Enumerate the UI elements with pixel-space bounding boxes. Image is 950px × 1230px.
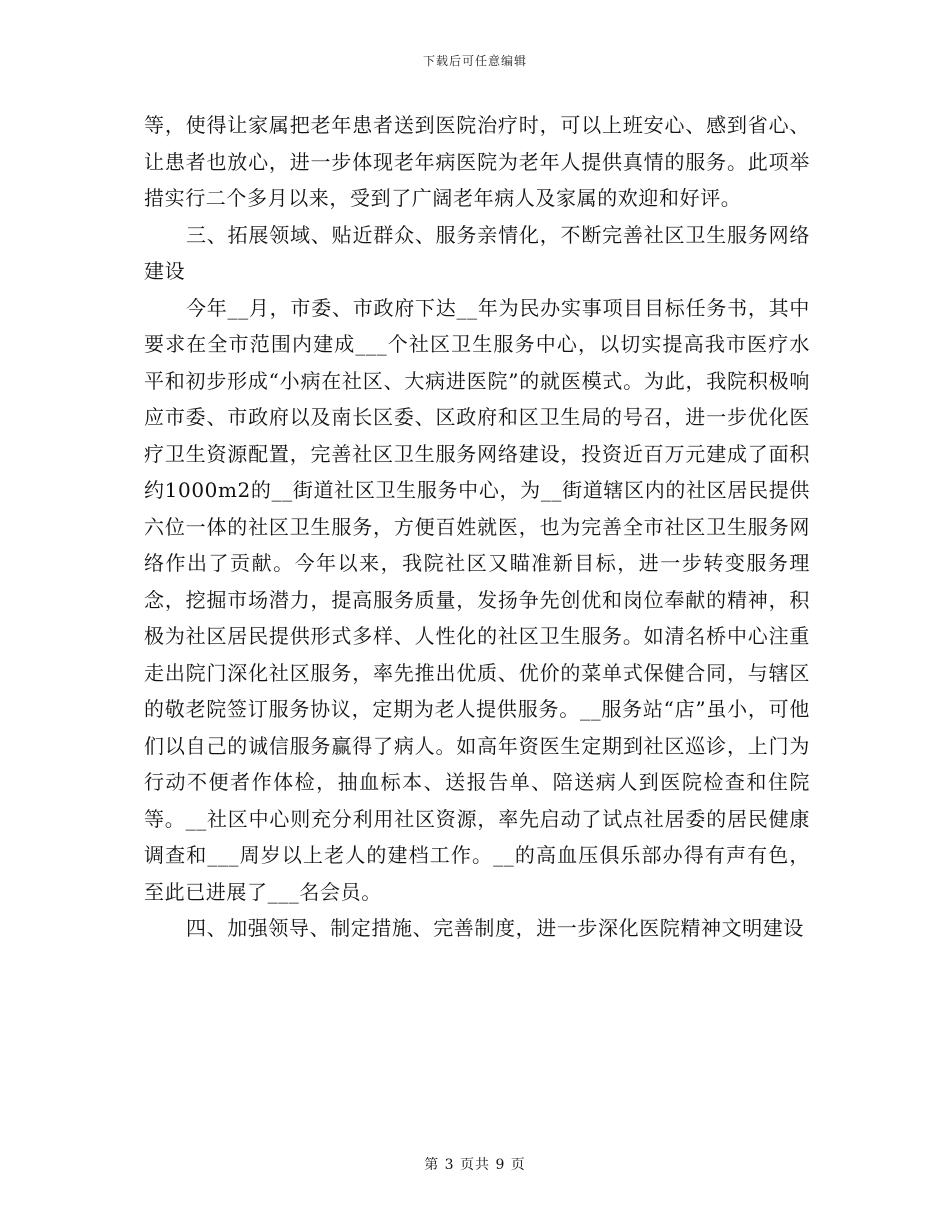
section-heading-three: 三、拓展领域、贴近群众、服务亲情化，不断完善社区卫生服务网络建设: [144, 222, 810, 283]
page-header: 下载后可任意编辑: [422, 54, 527, 68]
page-footer: 第 3 页共 9 页: [424, 1157, 526, 1173]
paragraph-community-service: 今年__月，市委、市政府下达__年为民办实事项目目标任务书，其中要求在全市范围内建成___个社区卫生服务中心，以切实提高我市医疗水平和初步形成“小病在社区、大病进医院”的就医模式。为此，我院积极响应市委、市政府以及南长区委、区政府和区卫生局的号召，进一步优化医疗卫生资源配置，完善社区卫生服务网络建设，投资近百万元建成了面积约1000m2的__街道社区卫生服务中心，为__街道辖区内的社区居民提供六位一体的社区卫生服务，方便百姓就医，也为完善全市社区卫生服务网络作出了贡献。今年以来，我院社区又瞄准新目标，进一步转变服务理念，挖掘市场潜力，提高服务质量，发扬争先创优和岗位奉献的精神，积极为社区居民提供形式多样、人性化的社区卫生服务。如清名桥中心注重走出院门深化社区服务，率先推出优质、优价的菜单式保健合同，与辖区的敬老院签订服务协议，定期为老人提供服务。__服务站“店”虽小，可他们以自己的诚信服务赢得了病人。如高年资医生定期到社区巡诊，上门为行动不便者作体检，抽血标本、送报告单、陪送病人到医院检查和住院等。__社区中心则充分利用社区资源，率先启动了试点社居委的居民健康调查和___周岁以上老人的建档工作。__的高血压俱乐部办得有声有色，至此已进展了___名会员。: [144, 295, 810, 904]
paragraph-continuation: 等，使得让家属把老年患者送到医院治疗时，可以上班安心、感到省心、让患者也放心，进一步体现老年病医院为老年人提供真情的服务。此项举措实行二个多月以来，受到了广阔老年病人及家属的欢迎和好评。: [144, 113, 810, 210]
section-heading-four: 四、加强领导、制定措施、完善制度，进一步深化医院精神文明建设: [186, 916, 804, 940]
document-body: [144, 107, 810, 947]
